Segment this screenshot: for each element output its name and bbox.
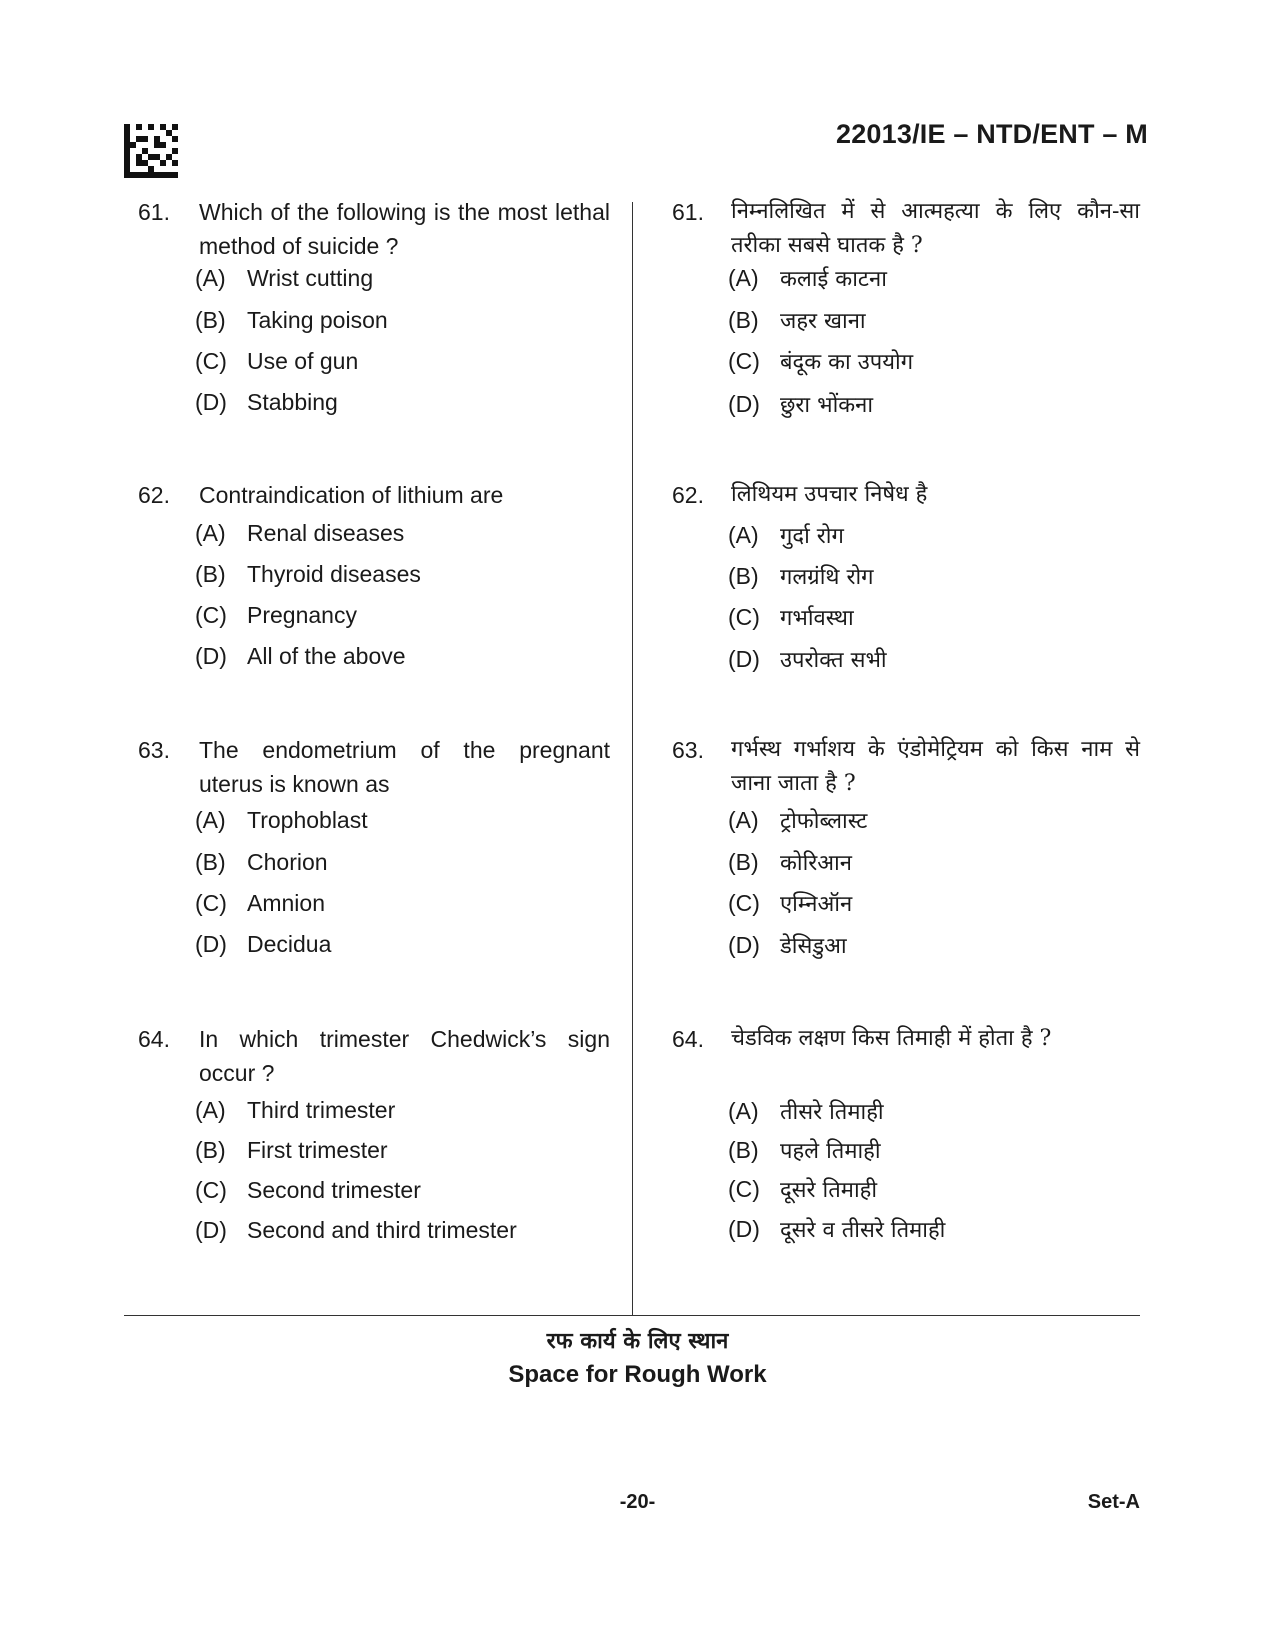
option-c: (C) एम्निऑन: [728, 890, 853, 917]
column-divider: [632, 202, 633, 1315]
option-b: (B) कोरिआन: [728, 849, 852, 876]
question-number: 63.: [672, 737, 704, 763]
question-61-en: [124, 195, 610, 415]
question-number: 62.: [138, 482, 170, 508]
option-a: (A) तीसरे तिमाही: [728, 1098, 884, 1125]
option-b: (B) जहर खाना: [728, 307, 866, 334]
question-63-en: [124, 733, 610, 957]
question-text: The endometrium of the pregnant uterus is known as: [199, 737, 610, 797]
question-61-hi: [660, 195, 1140, 418]
option-b: (B) Taking poison: [195, 307, 388, 333]
set-label: Set-A: [1087, 1491, 1140, 1513]
option-a: (A) Renal diseases: [195, 520, 405, 546]
option-c: (C) बंदूक का उपयोग: [728, 348, 914, 375]
option-d: (D) डेसिडुआ: [728, 932, 847, 959]
option-d: (D) Decidua: [195, 931, 332, 957]
question-text: Contraindication of lithium are: [199, 482, 504, 508]
option-b: (B) Thyroid diseases: [195, 561, 421, 587]
option-a: (A) Wrist cutting: [195, 265, 374, 291]
question-number: 63.: [138, 737, 170, 763]
question-62-en: [124, 478, 610, 669]
question-number: 64.: [138, 1026, 170, 1052]
option-d: (D) Second and third trimester: [195, 1217, 517, 1243]
option-b: (B) First trimester: [195, 1137, 388, 1163]
qr-code-icon: [124, 124, 178, 178]
paper-code: 22013/IE – NTD/ENT – M: [835, 119, 1148, 149]
option-c: (C) Pregnancy: [195, 602, 357, 628]
question-64-hi: [660, 1022, 1140, 1243]
question-number: 62.: [672, 482, 704, 508]
option-d: (D) Stabbing: [195, 389, 338, 415]
question-text: In which trimester Chedwick’s sign occur ?: [199, 1026, 610, 1086]
option-d: (D) All of the above: [195, 643, 406, 669]
option-c: (C) Use of gun: [195, 348, 359, 374]
question-text: Which of the following is the most lethal method of suicide ?: [199, 199, 610, 259]
question-text: चेडविक लक्षण किस तिमाही में होता है ?: [731, 1026, 1052, 1051]
rough-work-heading: Space for Rough Work: [508, 1361, 767, 1388]
page-number: -20-: [619, 1491, 656, 1513]
option-d: (D) उपरोक्त सभी: [728, 646, 887, 673]
question-64-en: [124, 1022, 610, 1243]
option-d: (D) दूसरे व तीसरे तिमाही: [728, 1216, 946, 1243]
option-b: (B) पहले तिमाही: [728, 1137, 881, 1164]
option-a: (A) कलाई काटना: [728, 265, 887, 292]
rough-work-heading-hindi: रफ कार्य के लिए स्थान: [546, 1328, 729, 1354]
option-c: (C) गर्भावस्था: [728, 604, 854, 631]
option-c: (C) Second trimester: [195, 1177, 421, 1203]
option-a: (A) गुर्दा रोग: [728, 522, 844, 549]
option-a: (A) Trophoblast: [195, 807, 368, 833]
option-b: (B) गलग्रंथि रोग: [728, 563, 874, 590]
option-c: (C) Amnion: [195, 890, 325, 916]
question-text: गर्भस्थ गर्भाशय के एंडोमेट्रियम को किस नाम से जाना जाता है ?: [731, 737, 1140, 796]
option-b: (B) Chorion: [195, 849, 328, 875]
question-text: निम्नलिखित में से आत्महत्या के लिए कौन-सा तरीका सबसे घातक है ?: [731, 199, 1140, 258]
rough-work-divider: [124, 1315, 1140, 1316]
option-a: (A) ट्रोफोब्लास्ट: [728, 807, 868, 834]
question-number: 61.: [138, 199, 170, 225]
question-63-hi: [660, 733, 1140, 959]
option-a: (A) Third trimester: [195, 1097, 396, 1123]
option-c: (C) दूसरे तिमाही: [728, 1176, 878, 1203]
option-d: (D) छुरा भोंकना: [728, 391, 874, 418]
question-text: लिथियम उपचार निषेध है: [731, 482, 928, 507]
question-62-hi: [660, 478, 1140, 673]
question-number: 61.: [672, 199, 704, 225]
question-number: 64.: [672, 1026, 704, 1052]
